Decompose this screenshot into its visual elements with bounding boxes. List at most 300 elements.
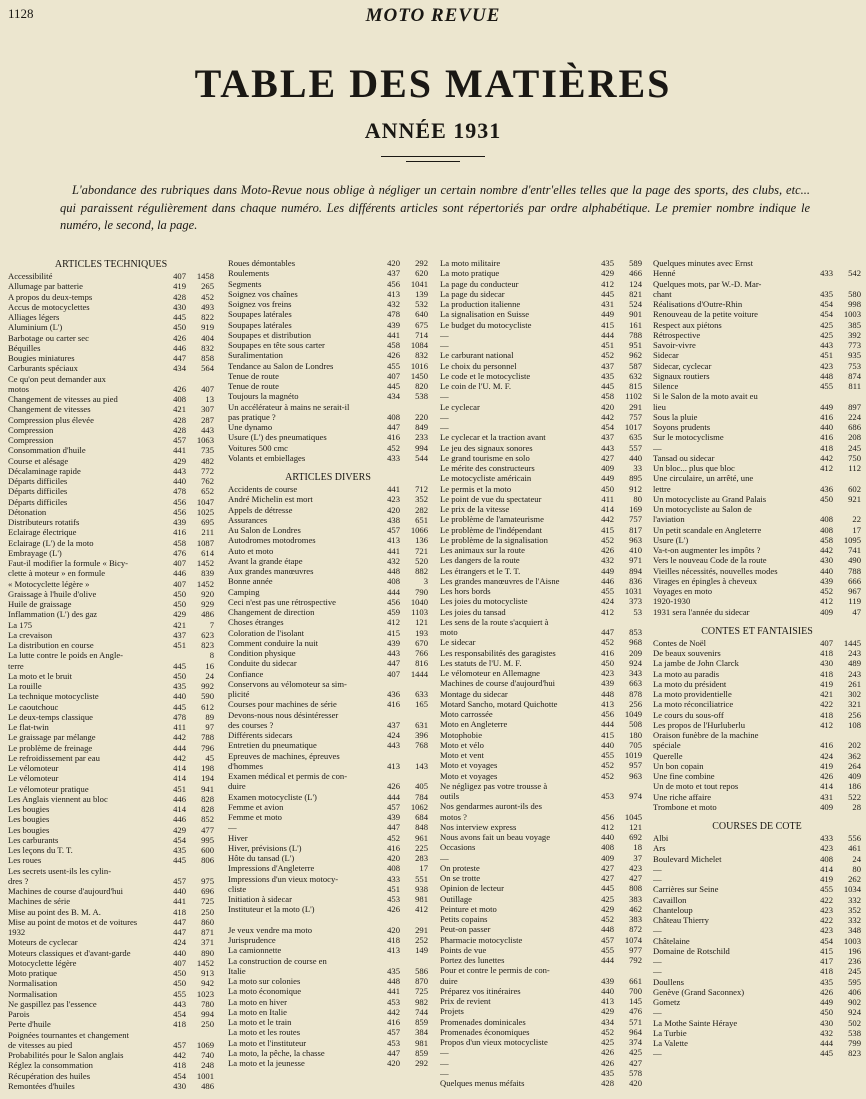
entry-title: Béquilles bbox=[8, 342, 41, 353]
index-entry bbox=[653, 555, 861, 565]
entry-title: Consommation d'huile bbox=[8, 445, 86, 456]
index-entry bbox=[8, 917, 214, 927]
entry-page-number: 757 bbox=[629, 514, 642, 525]
entry-title: Huile de graissage bbox=[8, 599, 72, 609]
entry-issue-number: 453 bbox=[387, 1037, 400, 1048]
entry-title: — bbox=[440, 1047, 449, 1058]
entry-title: Les grandes manœuvres de l'Aisne bbox=[440, 575, 560, 586]
entry-page-number: 145 bbox=[629, 996, 642, 1006]
index-entry bbox=[440, 432, 642, 442]
entry-title: Portez des lunettes bbox=[440, 955, 505, 965]
entry-title: Le vélomoteur bbox=[8, 763, 59, 773]
entry-issue-number: 422 bbox=[820, 915, 833, 925]
index-entry bbox=[8, 978, 214, 988]
entry-page-number: 489 bbox=[848, 658, 861, 669]
entry-issue-number: 407 bbox=[173, 271, 186, 281]
entry-title: Sous la pluie bbox=[653, 411, 698, 422]
entry-title: — bbox=[653, 863, 662, 874]
entry-title: Le point de vue du spectateur bbox=[440, 493, 542, 504]
entry-page-number: 220 bbox=[415, 411, 428, 422]
entry-page-number: 994 bbox=[415, 442, 428, 453]
entry-issue-number: 452 bbox=[820, 586, 833, 596]
index-entry bbox=[8, 794, 214, 804]
index-entry bbox=[440, 832, 642, 842]
entry-title: Nos gendarmes auront-ils des bbox=[440, 801, 542, 812]
entry-title: Une dynamo bbox=[228, 422, 273, 432]
entry-title: 1920-1930 bbox=[653, 596, 691, 607]
index-entry bbox=[440, 566, 642, 576]
entry-issue-number: 407 bbox=[820, 637, 833, 648]
entry-page-number: 121 bbox=[415, 617, 428, 628]
entry-issue-number: 445 bbox=[601, 288, 614, 299]
entry-title: lieu bbox=[653, 401, 666, 412]
entry-issue-number: 437 bbox=[387, 719, 400, 730]
entry-title: Je veux vendre ma moto bbox=[228, 924, 313, 935]
index-entry bbox=[653, 1028, 861, 1038]
entry-page-number: 245 bbox=[848, 966, 861, 977]
entry-issue-number: 429 bbox=[601, 903, 614, 914]
entry-issue-number: 441 bbox=[173, 896, 186, 907]
entry-page-number: 97 bbox=[205, 722, 214, 732]
entry-title: l'aviation bbox=[653, 514, 685, 525]
entry-title: La Mothe Sainte Héraye bbox=[653, 1017, 738, 1028]
index-entry bbox=[440, 607, 642, 617]
index-entry bbox=[8, 486, 214, 496]
entry-page-number: 236 bbox=[848, 956, 861, 966]
index-entry bbox=[228, 607, 428, 617]
entry-title: Un accélérateur à mains ne serait-il bbox=[228, 401, 350, 412]
index-entry bbox=[8, 353, 214, 363]
entry-issue-number: 412 bbox=[820, 463, 833, 473]
entry-page-number: 796 bbox=[201, 742, 214, 753]
entry-page-number: 981 bbox=[415, 1037, 428, 1048]
entry-issue-number: 431 bbox=[601, 299, 614, 309]
entry-issue-number bbox=[162, 650, 186, 660]
entry-issue-number bbox=[376, 915, 400, 925]
entry-issue-number: 449 bbox=[601, 565, 614, 576]
entry-issue-number: 439 bbox=[387, 812, 400, 822]
entry-title: Départs difficiles bbox=[8, 496, 68, 507]
entry-page-number: 371 bbox=[201, 937, 214, 948]
index-entry bbox=[440, 1068, 642, 1078]
entry-title: Accidents de course bbox=[228, 484, 298, 494]
entry-title: Voyages en moto bbox=[653, 586, 713, 596]
entry-title: Château Thierry bbox=[653, 915, 709, 925]
entry-page-number: 493 bbox=[201, 301, 214, 312]
entry-title: La moto au paradis bbox=[653, 668, 720, 679]
entry-page-number: 538 bbox=[415, 391, 428, 402]
entry-issue-number: 439 bbox=[820, 575, 833, 586]
index-entry bbox=[8, 855, 214, 865]
entry-title: Moto en Angleterre bbox=[440, 719, 508, 730]
entry-page-number: 1045 bbox=[624, 811, 642, 822]
entry-title: Le graissage par mélange bbox=[8, 732, 96, 743]
entry-title: Le carburant national bbox=[440, 350, 514, 361]
entry-page-number: 832 bbox=[415, 350, 428, 361]
entry-title: Voitures 500 cmc bbox=[228, 442, 288, 453]
entry-issue-number bbox=[590, 781, 614, 791]
entry-issue-number: 420 bbox=[387, 504, 400, 515]
entry-page-number: 839 bbox=[201, 568, 214, 579]
index-entry bbox=[440, 924, 642, 934]
entry-issue-number: 426 bbox=[601, 1057, 614, 1068]
entry-page-number bbox=[614, 781, 642, 791]
entry-issue-number: 419 bbox=[173, 281, 186, 292]
index-entry bbox=[228, 648, 428, 658]
entry-issue-number: 454 bbox=[820, 309, 833, 320]
index-entry bbox=[653, 350, 861, 360]
entry-issue-number: 409 bbox=[601, 463, 614, 473]
entry-page-number: 385 bbox=[848, 319, 861, 330]
entry-issue-number: 435 bbox=[601, 1067, 614, 1078]
entry-issue-number bbox=[590, 801, 614, 811]
entry-page-number: 811 bbox=[848, 381, 861, 391]
entry-title: Italie bbox=[228, 965, 246, 976]
entry-issue-number: 445 bbox=[820, 1048, 833, 1059]
entry-page-number: 427 bbox=[629, 873, 642, 883]
entry-title: — bbox=[653, 966, 662, 977]
index-entry bbox=[440, 996, 642, 1006]
entry-page-number: 1087 bbox=[196, 537, 214, 548]
entry-issue-number: 416 bbox=[387, 842, 400, 853]
index-entry bbox=[440, 381, 642, 391]
entry-issue-number: 457 bbox=[387, 801, 400, 812]
entry-issue-number: 441 bbox=[173, 445, 186, 456]
entry-page-number: 538 bbox=[848, 1027, 861, 1038]
entry-title: Motard Sancho, motard Quichotte bbox=[440, 698, 558, 709]
entry-issue-number: 421 bbox=[173, 619, 186, 630]
entry-page-number: 143 bbox=[415, 760, 428, 771]
entry-title: Les joies du tansad bbox=[440, 606, 506, 617]
entry-title: Mise au point des B. M. A. bbox=[8, 906, 101, 917]
entry-title: Moto et voyages bbox=[440, 770, 498, 781]
entry-issue-number: 443 bbox=[601, 442, 614, 453]
index-entry bbox=[440, 453, 642, 463]
entry-page-number: 823 bbox=[201, 640, 214, 650]
entry-issue-number: 426 bbox=[820, 986, 833, 997]
entry-issue-number: 429 bbox=[173, 824, 186, 835]
index-entry bbox=[8, 1060, 214, 1070]
index-entry bbox=[653, 422, 861, 432]
entry-title: Hiver bbox=[228, 832, 248, 843]
entry-issue-number: 418 bbox=[387, 935, 400, 945]
entry-issue-number: 456 bbox=[387, 596, 400, 607]
index-entry bbox=[228, 822, 428, 832]
index-entry bbox=[653, 1018, 861, 1028]
entry-issue-number: 409 bbox=[601, 852, 614, 863]
entry-issue-number bbox=[376, 771, 400, 781]
entry-issue-number: 412 bbox=[601, 606, 614, 617]
index-entry bbox=[8, 866, 214, 876]
entry-page-number: 1047 bbox=[196, 496, 214, 507]
entry-title: Soupapes latérales bbox=[228, 309, 292, 320]
entry-issue-number: 450 bbox=[173, 588, 186, 599]
entry-issue-number: 439 bbox=[601, 678, 614, 689]
entry-issue-number: 442 bbox=[173, 752, 186, 763]
index-entry bbox=[8, 497, 214, 507]
entry-page-number: 994 bbox=[201, 1009, 214, 1019]
entry-title: Distributeurs rotatifs bbox=[8, 517, 80, 527]
index-entry bbox=[8, 333, 214, 343]
entry-title: Moto et voyages bbox=[440, 760, 498, 771]
entry-title: Epreuves de machines, épreuves bbox=[228, 750, 340, 761]
entry-title: Suralimentation bbox=[228, 350, 283, 361]
page-header bbox=[0, 0, 866, 30]
entry-title: Le choix du personnel bbox=[440, 360, 517, 371]
entry-issue-number: 452 bbox=[601, 350, 614, 361]
entry-page-number: 261 bbox=[848, 678, 861, 689]
entry-page-number: 410 bbox=[629, 545, 642, 555]
index-entry bbox=[440, 330, 642, 340]
entry-page-number: 753 bbox=[848, 360, 861, 371]
index-entry bbox=[8, 343, 214, 353]
index-entry bbox=[8, 1050, 214, 1060]
entry-issue-number bbox=[590, 965, 614, 975]
entry-page-number: 963 bbox=[629, 770, 642, 781]
index-entry bbox=[228, 628, 428, 638]
entry-page-number: 243 bbox=[848, 648, 861, 658]
entry-page-number: 924 bbox=[629, 657, 642, 668]
index-entry bbox=[440, 586, 642, 596]
entry-page-number: 1034 bbox=[843, 884, 861, 895]
entry-issue-number: 440 bbox=[601, 832, 614, 842]
entry-page-number: 725 bbox=[415, 986, 428, 997]
section-gap bbox=[653, 617, 861, 625]
entry-issue-number: 408 bbox=[173, 394, 186, 404]
entry-issue-number: 440 bbox=[173, 947, 186, 958]
entry-issue-number: 445 bbox=[601, 381, 614, 391]
index-entry bbox=[440, 863, 642, 873]
index-entry bbox=[228, 1048, 428, 1058]
entry-issue-number bbox=[376, 402, 400, 412]
entry-page-number: 291 bbox=[415, 924, 428, 935]
entry-title: Réglez la consommation bbox=[8, 1060, 93, 1071]
entry-page-number: 871 bbox=[201, 927, 214, 937]
entry-page-number: 224 bbox=[848, 411, 861, 422]
index-entry bbox=[653, 504, 861, 514]
entry-page-number: 332 bbox=[848, 894, 861, 905]
entry-issue-number: 424 bbox=[173, 937, 186, 948]
index-entry bbox=[653, 484, 861, 494]
entry-issue-number: 442 bbox=[820, 452, 833, 463]
entry-title: Roues démontables bbox=[228, 258, 296, 268]
index-entry bbox=[653, 781, 861, 791]
entry-page-number: 427 bbox=[629, 1057, 642, 1068]
index-entry bbox=[228, 412, 428, 422]
index-entry bbox=[653, 874, 861, 884]
entry-title: La jambe de John Clarck bbox=[653, 658, 739, 669]
entry-page-number: 580 bbox=[848, 288, 861, 299]
entry-page-number: 352 bbox=[848, 904, 861, 915]
entry-title: Savoir-vivre bbox=[653, 340, 696, 350]
index-entry bbox=[8, 302, 214, 312]
entry-title: moto bbox=[440, 627, 458, 637]
index-entry bbox=[8, 507, 214, 517]
index-entry bbox=[8, 876, 214, 886]
entry-issue-number: 457 bbox=[173, 1039, 186, 1050]
entry-page-number: 80 bbox=[633, 493, 642, 504]
index-entry bbox=[653, 843, 861, 853]
entry-title: Le cyclecar et la traction avant bbox=[440, 432, 546, 443]
index-entry bbox=[8, 558, 214, 568]
index-entry bbox=[653, 340, 861, 350]
index-entry bbox=[228, 535, 428, 545]
entry-title: Impressions d'un vieux motocy- bbox=[228, 873, 339, 884]
entry-title: — bbox=[440, 1057, 449, 1068]
entry-issue-number: 407 bbox=[173, 558, 186, 568]
index-entry bbox=[228, 587, 428, 597]
entry-title: Soignez vos freins bbox=[228, 299, 292, 309]
index-entry bbox=[440, 371, 642, 381]
index-entry bbox=[228, 546, 428, 556]
entry-page-number: 1084 bbox=[410, 340, 428, 350]
entry-page-number: 352 bbox=[415, 494, 428, 505]
index-entry bbox=[8, 702, 214, 712]
index-entry bbox=[653, 268, 861, 278]
entry-page-number: 564 bbox=[201, 363, 214, 374]
entry-title: — bbox=[653, 1048, 662, 1059]
entry-issue-number: 454 bbox=[820, 299, 833, 309]
entry-page-number: 1095 bbox=[843, 534, 861, 545]
index-entry bbox=[440, 484, 642, 494]
index-entry bbox=[440, 504, 642, 514]
entry-page-number: 670 bbox=[415, 637, 428, 648]
entry-title: La moto pratique bbox=[440, 268, 500, 279]
entry-title: outils bbox=[440, 791, 460, 801]
entry-issue-number: 419 bbox=[820, 760, 833, 771]
entry-issue-number: 476 bbox=[173, 547, 186, 558]
entry-title: Parois bbox=[8, 1009, 30, 1019]
entry-issue-number: 426 bbox=[601, 1047, 614, 1058]
index-entry bbox=[653, 854, 861, 864]
entry-page-number: 452 bbox=[201, 291, 214, 302]
index-entry bbox=[228, 1017, 428, 1027]
index-entry bbox=[228, 422, 428, 432]
entry-issue-number: 442 bbox=[387, 1006, 400, 1017]
entry-title: Promenades économiques bbox=[440, 1026, 530, 1037]
entry-issue-number bbox=[809, 279, 833, 289]
entry-page-number: 595 bbox=[848, 976, 861, 987]
entry-page-number: 362 bbox=[848, 750, 861, 761]
entry-page-number: 1040 bbox=[410, 596, 428, 607]
index-entry bbox=[653, 864, 861, 874]
index-entry bbox=[228, 894, 428, 904]
entry-issue-number: 434 bbox=[173, 363, 186, 374]
index-entry bbox=[8, 691, 214, 701]
entry-page-number: 180 bbox=[629, 729, 642, 740]
entry-page-number: 16 bbox=[205, 660, 214, 671]
entry-page-number: 1452 bbox=[196, 957, 214, 968]
entry-page-number: 53 bbox=[633, 606, 642, 617]
entry-page-number: 686 bbox=[848, 422, 861, 432]
entry-page-number: 772 bbox=[201, 465, 214, 476]
index-entry bbox=[228, 863, 428, 873]
index-entry bbox=[228, 935, 428, 945]
entry-page-number: 1017 bbox=[624, 422, 642, 432]
entry-page-number: 820 bbox=[415, 381, 428, 391]
entry-title: Une circulaire, un arrêté, une bbox=[653, 473, 754, 484]
entry-page-number: 705 bbox=[629, 739, 642, 750]
entry-page-number: 462 bbox=[629, 903, 642, 914]
entry-page-number: 614 bbox=[201, 547, 214, 558]
entry-page-number: 250 bbox=[201, 906, 214, 917]
entry-page-number: 700 bbox=[629, 985, 642, 996]
entry-issue-number: 443 bbox=[820, 340, 833, 350]
entry-title: Autodromes motodromes bbox=[228, 535, 316, 546]
entry-issue-number: 429 bbox=[173, 609, 186, 620]
entry-issue-number: 423 bbox=[601, 668, 614, 678]
index-entry bbox=[653, 977, 861, 987]
entry-issue-number: 436 bbox=[820, 483, 833, 494]
entry-title: motos ? bbox=[440, 811, 467, 822]
entry-title: Roulements bbox=[228, 268, 270, 279]
entry-page-number: 1003 bbox=[843, 309, 861, 320]
entry-issue-number: 433 bbox=[387, 452, 400, 463]
entry-page-number: 963 bbox=[629, 534, 642, 545]
entry-issue-number: 435 bbox=[173, 845, 186, 855]
index-entry bbox=[228, 289, 428, 299]
entry-title: Motophobie bbox=[440, 729, 483, 740]
entry-issue-number: 412 bbox=[601, 278, 614, 289]
entry-page-number: 282 bbox=[415, 504, 428, 515]
entry-issue-number: 425 bbox=[601, 1037, 614, 1047]
entry-issue-number: 441 bbox=[387, 545, 400, 556]
entry-issue-number: 449 bbox=[601, 309, 614, 320]
entry-page-number: 828 bbox=[201, 804, 214, 814]
entry-title: des courses ? bbox=[228, 719, 274, 730]
index-entry bbox=[8, 712, 214, 722]
entry-page-number bbox=[186, 1030, 214, 1040]
entry-page-number bbox=[400, 915, 428, 925]
entry-page-number: 971 bbox=[629, 555, 642, 566]
entry-issue-number: 449 bbox=[601, 473, 614, 484]
entry-page-number: 821 bbox=[629, 288, 642, 299]
entry-issue-number: 425 bbox=[820, 319, 833, 330]
entry-issue-number: 446 bbox=[601, 575, 614, 586]
entry-title: Soupapes en tête sous carter bbox=[228, 340, 325, 350]
entry-issue-number: 447 bbox=[173, 927, 186, 937]
index-entry bbox=[8, 907, 214, 917]
entry-issue-number: 452 bbox=[601, 1026, 614, 1037]
entry-title: Boulevard Michelet bbox=[653, 853, 722, 864]
entry-issue-number: 408 bbox=[387, 576, 400, 587]
section-gap bbox=[653, 812, 861, 820]
entry-title: Le vélomoteur bbox=[8, 773, 59, 784]
index-entry bbox=[8, 404, 214, 414]
entry-title: Les bougies bbox=[8, 824, 50, 835]
entry-title: Segments bbox=[228, 278, 262, 289]
entry-title: Les bougies bbox=[8, 814, 50, 825]
entry-page-number: 586 bbox=[415, 965, 428, 976]
entry-title: Inflammation (L') des gaz bbox=[8, 609, 98, 620]
entry-issue-number: 418 bbox=[173, 1019, 186, 1030]
entry-title: Changement de vitesses au pied bbox=[8, 394, 118, 404]
entry-issue-number: 430 bbox=[173, 1080, 186, 1091]
entry-title: Aluminium (L') bbox=[8, 322, 63, 333]
index-entry bbox=[228, 669, 428, 679]
entry-title: La page du conducteur bbox=[440, 278, 519, 289]
entry-title: — bbox=[653, 925, 662, 936]
entry-title: Conservons au vélomoteur sa sim- bbox=[228, 678, 347, 689]
index-entry bbox=[440, 822, 642, 832]
entry-page-number: 1003 bbox=[843, 935, 861, 946]
entry-title: Oraison funèbre de la machine bbox=[653, 730, 759, 740]
entry-title: Perte d'huile bbox=[8, 1019, 51, 1030]
entry-page-number: 1074 bbox=[624, 934, 642, 945]
index-entry bbox=[653, 997, 861, 1007]
entry-page-number: 243 bbox=[848, 668, 861, 679]
entry-issue-number: 455 bbox=[601, 750, 614, 760]
